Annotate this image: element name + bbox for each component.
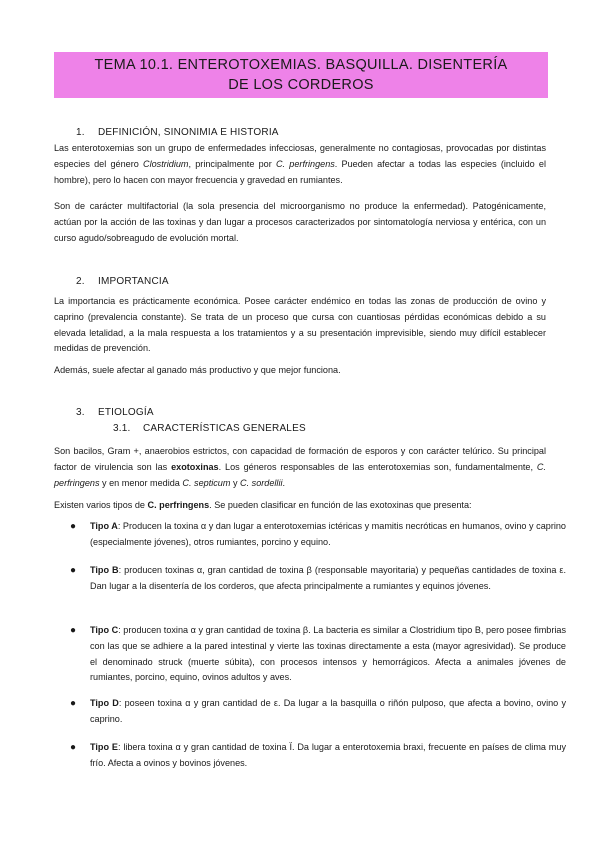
section-3-paragraph-1: Son bacilos, Gram +, anaerobios estrictos, con capacidad de formación de esporos y con carácter telúrico. Su principal factor de virulencia son las exotoxinas. Los géneros responsables de las enterotoxemias son, fundamentalmente, C. perfringens y en menor medida C. septicum y C. sordellii. bbox=[54, 446, 546, 488]
bullet-icon: ● bbox=[70, 565, 77, 576]
subsection-3-1-heading bbox=[113, 423, 306, 434]
section-3-paragraph-2: Existen varios tipos de C. perfringens. Se pueden clasificar en función de las exotoxinas que presenta: bbox=[54, 500, 472, 510]
subsection-3-1-number: 3.1. bbox=[113, 423, 131, 434]
list-item: ● Tipo C: producen toxina α y gran cantidad de toxina β. La bacteria es similar a Clostridium tipo B, pero posee fimbrias con las que se adhiere a la pared intestinal y vierte las toxinas directamente a esta (mayor agresividad). Se produce el denominado struck (muerte súbita), con procesos intensos y hemorrágicos. Afecta a animales jóvenes de rumiantes, porcino, equino, ovinos adultos y aves. bbox=[70, 625, 566, 683]
section-1-number: 1. bbox=[76, 127, 85, 138]
bullet-icon: ● bbox=[70, 742, 77, 753]
list-item: ● Tipo D: poseen toxina α y gran cantidad de ε. Da lugar a la basquilla o riñón pulposo, que afecta a bovino, ovino y caprino. bbox=[70, 698, 566, 724]
section-3-number: 3. bbox=[76, 407, 85, 418]
section-2-title: IMPORTANCIA bbox=[98, 276, 169, 287]
section-2-paragraph-2: Además, suele afectar al ganado más productivo y que mejor funciona. bbox=[54, 365, 341, 375]
bullet-icon: ● bbox=[70, 521, 77, 532]
title-line-2: DE LOS CORDEROS bbox=[228, 77, 374, 93]
title-line-1: TEMA 10.1. ENTEROTOXEMIAS. BASQUILLA. DISENTERÍA bbox=[94, 57, 508, 73]
section-2-paragraph-1: La importancia es prácticamente económica. Posee carácter endémico en todas las zonas de producción de ovino y caprino (prevalencia constante). Se trata de un proceso que cursa con cuantiosas pérdidas económicas debido a su elevada letalidad, a la mala respuesta a los tratamientos y a su presentación imprevisible, siendo muy difícil establecer medidas de prevención. bbox=[54, 296, 546, 354]
bullet-icon: ● bbox=[70, 698, 77, 709]
list-item: ● Tipo B: producen toxinas α, gran cantidad de toxina β (responsable mayoritaria) y pequeñas cantidades de toxina ε. Dan lugar a la disentería de los corderos, que afecta principalmente a rumiantes y equinos jóvenes. bbox=[70, 565, 566, 591]
section-1-title: DEFINICIÓN, SINONIMIA E HISTORIA bbox=[98, 127, 279, 138]
page-title bbox=[54, 52, 548, 98]
section-2-heading bbox=[76, 276, 169, 287]
subsection-3-1-title: CARACTERÍSTICAS GENERALES bbox=[143, 423, 306, 434]
bullet-icon: ● bbox=[70, 625, 77, 636]
section-3-title: ETIOLOGÍA bbox=[98, 407, 154, 418]
section-1-heading bbox=[76, 127, 279, 138]
section-1-paragraph-2: Son de carácter multifactorial (la sola presencia del microorganismo no produce la enfermedad). Patogénicamente, actúan por la acción de las toxinas y dan lugar a procesos caracterizados por sintomatología nerviosa y entérica, con un curso agudo/sobreagudo de evolución mortal. bbox=[54, 201, 546, 243]
list-item: ● Tipo E: libera toxina α y gran cantidad de toxina Ï. Da lugar a enterotoxemia braxi, frecuente en países de clima muy frío. Afecta a ovinos y bovinos jóvenes. bbox=[70, 742, 566, 768]
list-item: ● Tipo A: Producen la toxina α y dan lugar a enterotoxemias ictéricas y mamitis necróticas en humanos, ovino y caprino (especialmente jóvenes), otros rumiantes, porcino y equino. bbox=[70, 521, 566, 547]
section-2-number: 2. bbox=[76, 276, 85, 287]
section-3-heading bbox=[76, 407, 154, 418]
section-1-paragraph-1: Las enterotoxemias son un grupo de enfermedades infecciosas, generalmente no contagiosas, provocadas por distintas especies del género Clostridium, principalmente por C. perfringens. Pueden afectar a todas las especies (incluido el hombre), pero lo hacen con mayor frecuencia y gravedad en rumiantes. bbox=[54, 143, 547, 185]
